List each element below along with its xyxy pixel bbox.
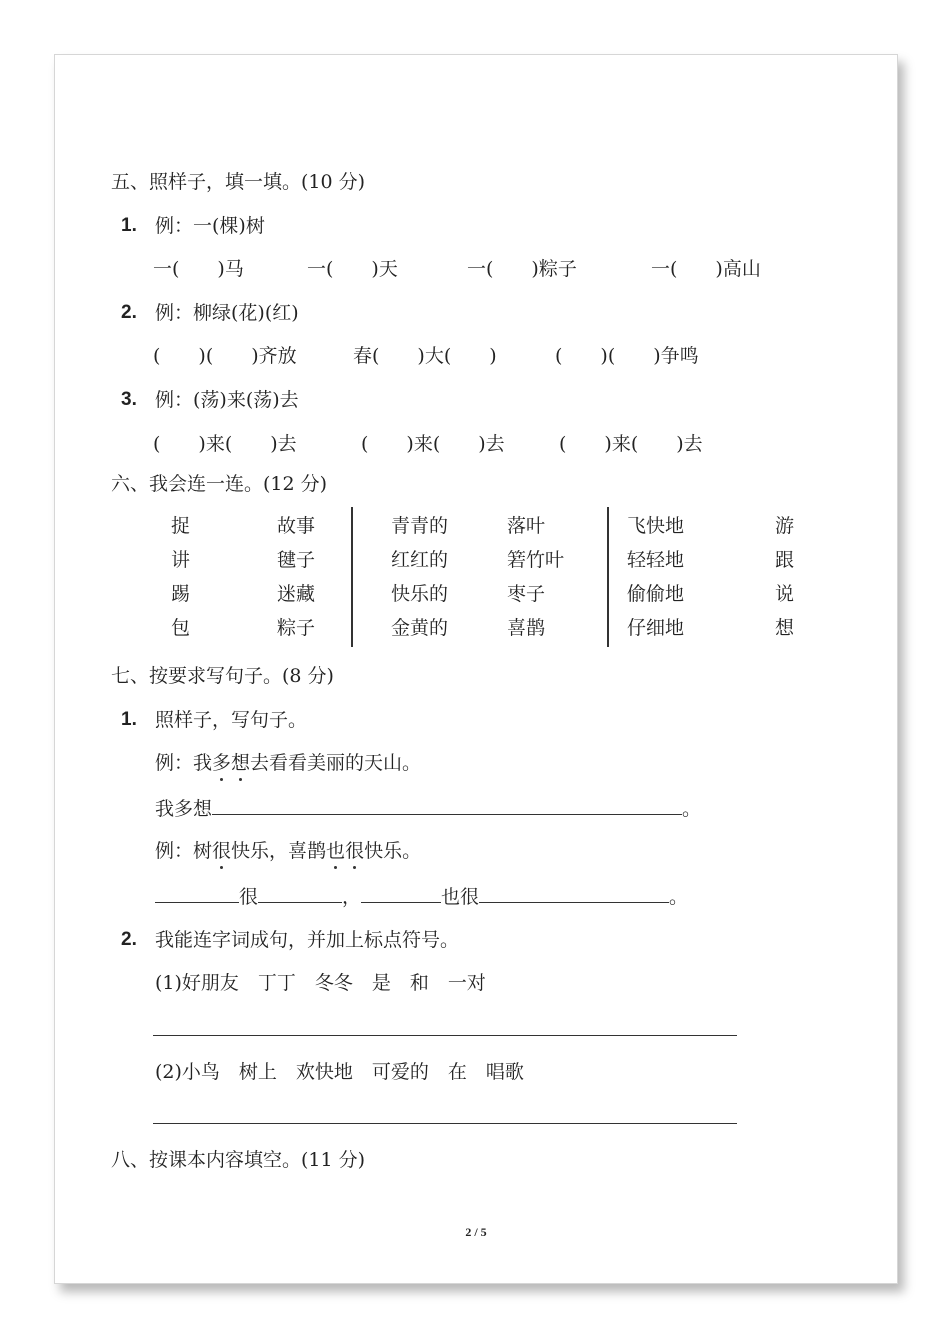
match-group-1-left [171,509,190,645]
match-word: 箬竹叶 [507,549,565,571]
fill-text: 。 [669,886,689,908]
worksheet-page [54,54,898,1284]
section-8-title: 八、按课本内容填空。(11 分) [111,1149,366,1171]
match-word: 飞快地 [627,515,685,537]
match-word: 说 [775,583,795,605]
s5-q3-item-1: ( )来( )去 [153,433,297,455]
match-word: 轻轻地 [627,549,685,571]
column-divider [607,507,609,647]
s7-example-2 [155,840,421,862]
fill-text: 我多想 [155,798,213,820]
match-word: 讲 [171,549,191,571]
s5-q1-item-2: 一( )天 [307,258,398,280]
s5-q2-item-3: ( )( )争鸣 [555,345,699,367]
s5-q2-example: 例：柳绿(花)(红) [155,302,299,324]
match-word: 包 [171,617,191,639]
section-5-title: 五、照样子，填一填。(10 分) [111,171,366,193]
match-word: 快乐的 [391,583,449,605]
column-divider [351,507,353,647]
match-word: 枣子 [507,583,546,605]
s7-fill-1 [155,796,701,820]
match-word: 跟 [775,549,795,571]
s5-q3-item-2: ( )来( )去 [361,433,505,455]
s5-q3-example: 例：(荡)来(荡)去 [155,389,299,411]
dotted-word: 很 [212,840,232,862]
s7-q1-number: 1. [121,709,137,730]
match-group-3-left [627,509,684,645]
example-text: 去看看美丽的天山。 [250,752,422,774]
match-word: 迷藏 [277,583,316,605]
dotted-word: 多想 [212,752,251,774]
match-word: 粽子 [277,617,316,639]
example-text: 快乐。 [364,840,422,862]
match-word: 捉 [171,515,191,537]
match-word: 青青的 [391,515,449,537]
s5-q1-item-4: 一( )高山 [651,258,761,280]
match-word: 故事 [277,515,316,537]
answer-line[interactable] [153,1035,737,1036]
s5-q2-number: 2. [121,302,137,323]
match-word: 想 [775,617,795,639]
s7-q2-phrase-2: (2)小鸟 树上 欢快地 可爱的 在 唱歌 [155,1061,524,1083]
s5-q1-item-3: 一( )粽子 [467,258,577,280]
fill-text: 很 [239,886,259,908]
s5-q3-number: 3. [121,389,137,410]
section-7-title: 七、按要求写句子。(8 分) [111,665,334,687]
match-group-2-left [391,509,448,645]
answer-blank[interactable] [361,884,441,903]
match-word: 红红的 [391,549,449,571]
s7-q2-title: 我能连字词成句，并加上标点符号。 [155,929,460,951]
answer-blank[interactable] [212,796,682,815]
s5-q1-item-1: 一( )马 [153,258,244,280]
match-word: 游 [775,515,795,537]
example-text: 例：我 [155,752,213,774]
s5-q1-number: 1. [121,215,137,236]
match-word: 金黄的 [391,617,449,639]
example-text: 例：树 [155,840,213,862]
page-number: 2 / 5 [465,1225,487,1239]
fill-text: 也很 [441,886,480,908]
dotted-word: 也很 [326,840,365,862]
match-group-3-right [775,509,794,645]
s7-fill-2 [155,884,688,908]
s5-q2-item-1: ( )( )齐放 [153,345,297,367]
fill-text: ， [342,886,362,908]
s5-q3-item-3: ( )来( )去 [559,433,703,455]
match-group-2-right [507,509,564,645]
s5-q1-example: 例：一(棵)树 [155,215,265,237]
section-6-title: 六、我会连一连。(12 分) [111,473,328,495]
s7-q2-phrase-1: (1)好朋友 丁丁 冬冬 是 和 一对 [155,972,486,994]
match-word: 落叶 [507,515,546,537]
s7-q2-number: 2. [121,929,137,950]
answer-blank[interactable] [258,884,342,903]
answer-blank[interactable] [479,884,669,903]
s7-example-1 [155,752,421,774]
match-word: 喜鹊 [507,617,546,639]
fill-text: 。 [682,798,702,820]
answer-blank[interactable] [155,884,239,903]
s7-q1-title: 照样子，写句子。 [155,709,308,731]
match-word: 偷偷地 [627,583,685,605]
match-group-1-right [277,509,315,645]
match-word: 踢 [171,583,191,605]
s5-q2-item-2: 春( )大( ) [353,345,497,367]
match-word: 仔细地 [627,617,685,639]
match-word: 毽子 [277,549,316,571]
example-text: 快乐，喜鹊 [231,840,327,862]
answer-line[interactable] [153,1123,737,1124]
